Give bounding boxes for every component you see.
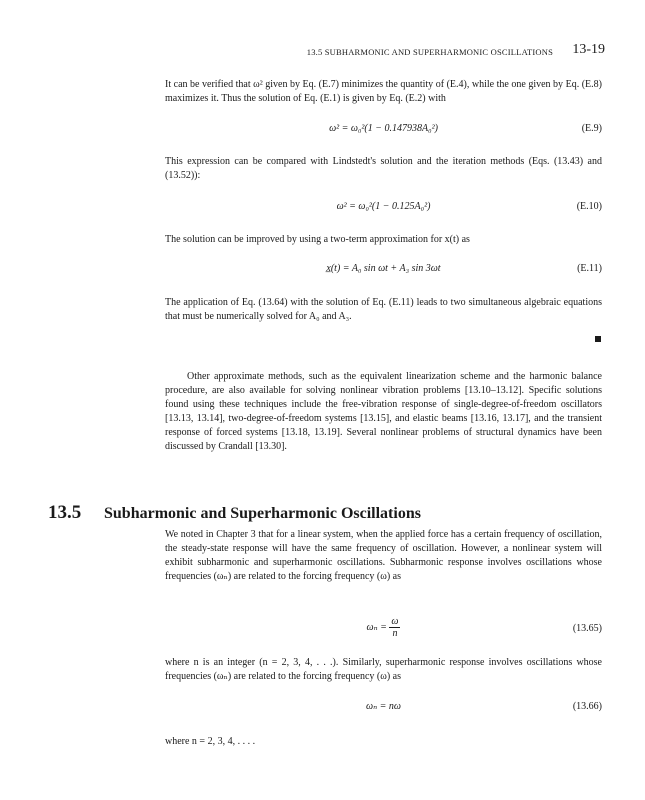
equation-e10-expression: ω² = ω₀²(1 − 0.125A₀²) [336,201,431,212]
paragraph-6-block [165,528,602,584]
equation-e9-number: (E.9) [581,123,602,134]
paragraph-6: We noted in Chapter 3 that for a linear system, when the applied force has a certain frequency of oscillation, the steady-state response will have the same frequency of oscillation. However, a nonlinear system will exhibit subharmonic and superharmonic oscillations. Subharmonic response involves oscillations whose frequencies (ωₙ) are related to the forcing frequency (ω) as [165,529,602,582]
section-title: Subharmonic and Superharmonic Oscillations [104,505,421,522]
page-number: 13-19 [572,42,605,57]
section-number: 13.5 [48,502,82,523]
running-title: 13.5 SUBHARMONIC AND SUPERHARMONIC OSCILLATIONS [306,47,553,57]
paragraph-7: where n is an integer (n = 2, 3, 4, . . .). Similarly, superharmonic response involves oscillations whose frequencies (ωₙ) are related to the forcing frequency (ω) as [165,657,602,682]
equation-e10 [165,201,602,217]
equation-e11-expression: x̲(t) = A₀ sin ωt + A₃ sin 3ωt [326,263,441,274]
equation-13-65-number: (13.65) [572,623,602,634]
paragraph-2: This expression can be compared with Lindstedt's solution and the iteration methods (Eqs. (13.43) and (13.52)): [165,156,602,181]
paragraph-2-block [165,155,602,183]
paragraph-7-block [165,656,602,684]
equation-13-65 [165,614,602,644]
equation-13-66-number: (13.66) [572,701,602,712]
paragraph-4-block [165,296,602,324]
equation-13-65-denominator: n [392,628,398,639]
paragraph-8-block [165,735,602,749]
running-header [163,42,605,62]
equation-e10-number: (E.10) [576,201,602,212]
equation-13-65-lhs: ωₙ = [366,621,387,633]
paragraph-8: where n = 2, 3, 4, . . . . [165,736,256,747]
equation-e11-number: (E.11) [577,263,602,274]
end-of-example-marker [595,336,601,342]
equation-13-65-numerator: ω [391,616,399,627]
paragraph-4: The application of Eq. (13.64) with the solution of Eq. (E.11) leads to two simultaneous algebraic equations that must be numerically solved for A₀ and A₃. [165,297,602,322]
equation-e11 [165,263,602,279]
equation-e9-expression: ω² = ω₀²(1 − 0.147938A₀²) [329,123,438,134]
equation-e9 [165,123,602,139]
paragraph-5: Other approximate methods, such as the equivalent linearization scheme and the harmonic balance procedure, are also available for solving nonlinear vibration problems [13.10–13.12]. Specific solutions found using these techniques include the free-vibration response of single-degree-of-freedom oscillators [13.13, 13.14], two-degree-of-freedom systems [13.15], and elastic beams [13.16, 13.17], and the transient response of forced systems [13.18, 13.19]. Several nonlinear problems of structural dynamics have been discussed by Crandall [13.30]. [165,371,602,452]
equation-13-66-expression: ωₙ = nω [366,701,401,712]
equation-13-65-expression [165,616,602,639]
paragraph-3-block [165,233,602,247]
paragraph-1: It can be verified that ω² given by Eq. (E.7) minimizes the quantity of (E.4), while the one given by Eq. (E.8) maximizes it. Thus the solution of Eq. (E.1) is given by Eq. (E.2) with [165,79,602,104]
equation-13-66 [165,701,602,717]
paragraph-1-block [165,78,602,106]
paragraph-5-block [165,370,602,454]
equation-13-65-fraction [389,616,400,639]
paragraph-3: The solution can be improved by using a two-term approximation for x(t) as [165,234,470,245]
